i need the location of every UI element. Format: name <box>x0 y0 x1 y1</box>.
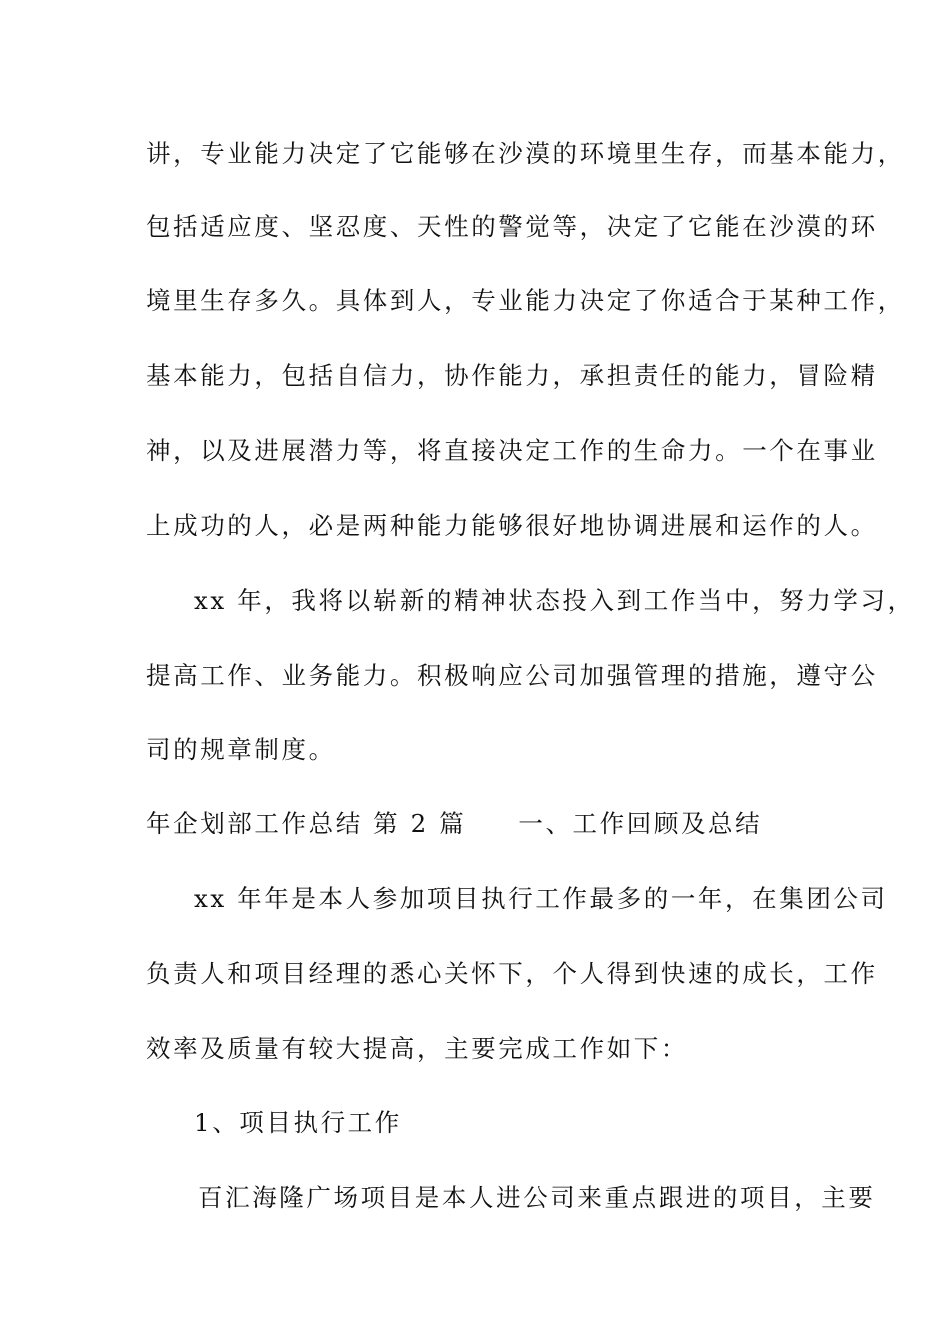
paragraph-line: 负责人和项目经理的悉心关怀下，个人得到快速的成长，工作 <box>146 959 878 988</box>
paragraph-line: 百汇海隆广场项目是本人进公司来重点跟进的项目，主要 <box>198 1183 876 1212</box>
paragraph-line: 讲，专业能力决定了它能够在沙漠的环境里生存，而基本能力， <box>146 139 905 168</box>
paragraph-line: 包括适应度、坚忍度、天性的警觉等，决定了它能在沙漠的环 <box>146 212 878 241</box>
section-title: 年企划部工作总结 第 2 篇 <box>146 809 467 838</box>
section-heading <box>146 809 762 839</box>
paragraph-line: 上成功的人，必是两种能力能够很好地协调进展和运作的人。 <box>146 511 878 540</box>
section-subtitle: 一、工作回顾及总结 <box>518 809 763 838</box>
paragraph-line: xx 年，我将以崭新的精神状态投入到工作当中，努力学习， <box>194 586 915 615</box>
paragraph-line: 基本能力，包括自信力，协作能力，承担责任的能力，冒险精 <box>146 361 878 390</box>
paragraph-line: 神，以及进展潜力等，将直接决定工作的生命力。一个在事业 <box>146 436 878 465</box>
paragraph-line: 司的规章制度。 <box>146 735 336 764</box>
paragraph-line: xx 年年是本人参加项目执行工作最多的一年，在集团公司 <box>194 884 888 913</box>
paragraph-line: 境里生存多久。具体到人，专业能力决定了你适合于某种工作， <box>146 286 905 315</box>
paragraph-line: 效率及质量有较大提高，主要完成工作如下： <box>146 1034 688 1063</box>
subsection-heading: 1、项目执行工作 <box>194 1108 402 1137</box>
paragraph-line: 提高工作、业务能力。积极响应公司加强管理的措施，遵守公 <box>146 661 878 690</box>
